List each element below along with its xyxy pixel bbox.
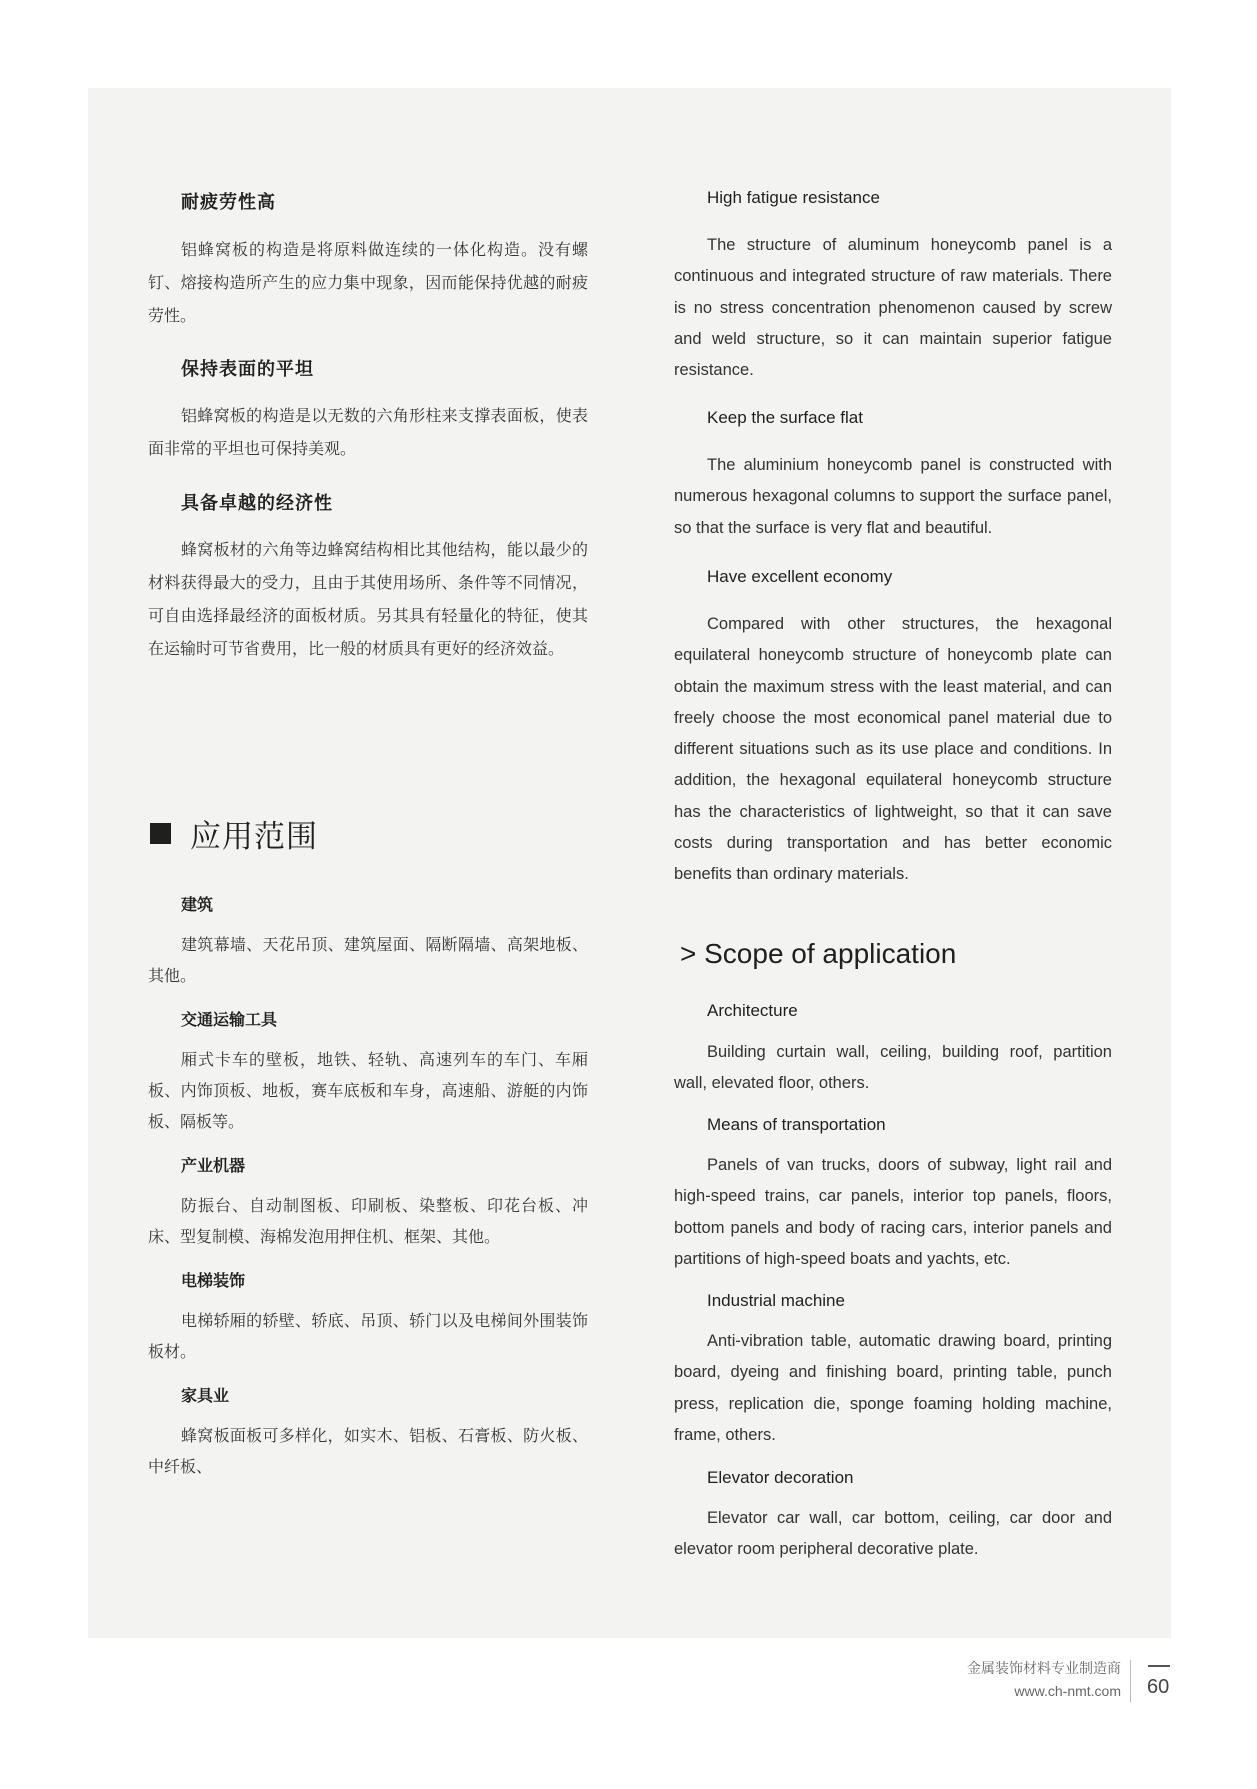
item-title-transport-cn: 交通运输工具 xyxy=(181,1012,278,1029)
page-number-dash xyxy=(1148,1665,1170,1667)
footer-url: www.ch-nmt.com xyxy=(1014,1683,1121,1699)
item-title-transport-en: Means of transportation xyxy=(707,1115,886,1134)
heading-flat-cn: 保持表面的平坦 xyxy=(181,359,314,379)
item-text-elevator-en: Elevator car wall, car bottom, ceiling, car door and elevator room peripheral decorative plate. xyxy=(674,1509,1112,1559)
paragraph-flat-cn: 铝蜂窝板的构造是以无数的六角形柱来支撑表面板，使表面非常的平坦也可保持美观。 xyxy=(148,408,588,458)
footer-company: 金属装饰材料专业制造商 xyxy=(967,1660,1121,1676)
heading-fatigue-en: High fatigue resistance xyxy=(707,188,880,207)
item-title-machine-en: Industrial machine xyxy=(707,1291,845,1310)
item-title-furniture-cn: 家具业 xyxy=(181,1388,230,1405)
paragraph-economy-cn: 蜂窝板材的六角等边蜂窝结构相比其他结构，能以最少的材料获得最大的受力，且由于其使用场所、条件等不同情况，可自由选择最经济的面板材质。另其具有轻量化的特征，使其在运输时可节省费用，比一般的材质具有更好的经济效益。 xyxy=(148,542,588,658)
heading-economy-en: Have excellent economy xyxy=(707,567,893,586)
heading-flat-en: Keep the surface flat xyxy=(707,408,863,427)
paragraph-fatigue-cn: 铝蜂窝板的构造是将原料做连续的一体化构造。没有螺钉、熔接构造所产生的应力集中现象，因而能保持优越的耐疲劳性。 xyxy=(148,242,588,325)
item-text-architecture-cn: 建筑幕墙、天花吊顶、建筑屋面、隔断隔墙、高架地板、其他。 xyxy=(148,937,588,985)
item-text-machine-cn: 防振台、自动制图板、印刷板、染整板、印花台板、冲床、型复制模、海棉发泡用押住机、框架、其他。 xyxy=(148,1198,588,1246)
heading-economy-cn: 具备卓越的经济性 xyxy=(181,493,333,513)
item-title-architecture-en: Architecture xyxy=(707,1001,798,1020)
page-number: 60 xyxy=(1147,1676,1170,1698)
item-text-machine-en: Anti-vibration table, automatic drawing board, printing board, dyeing and finishing board, printing table, punch press, replication die, sponge foaming holding machine, frame, others. xyxy=(674,1332,1112,1444)
section-title-cn-text: 应用范围 xyxy=(190,819,318,854)
item-text-furniture-cn: 蜂窝板面板可多样化，如实木、铝板、石膏板、防火板、中纤板、 xyxy=(148,1428,588,1476)
item-title-machine-cn: 产业机器 xyxy=(181,1158,246,1175)
item-title-architecture-cn: 建筑 xyxy=(181,897,214,914)
paragraph-economy-en: Compared with other structures, the hexagonal equilateral honeycomb structure of honeycomb plate can obtain the maximum stress with the least material, and can freely choose the most economical panel material due to different situations such as its use place and conditions. In addition, the hexagonal equilateral honeycomb structure has the characteristics of lightweight, so that it can save costs during transportation and has better economic benefits than ordinary materials. xyxy=(674,615,1112,884)
item-text-architecture-en: Building curtain wall, ceiling, building roof, partition wall, elevated floor, others. xyxy=(674,1043,1112,1093)
item-text-elevator-cn: 电梯轿厢的轿壁、轿底、吊顶、轿门以及电梯间外围装饰板材。 xyxy=(148,1313,588,1361)
paragraph-fatigue-en: The structure of aluminum honeycomb panel is a continuous and integrated structure of raw materials. There is no stress concentration phenomenon caused by screw and weld structure, so it can maintain superior fatigue resistance. xyxy=(674,236,1112,380)
item-title-elevator-en: Elevator decoration xyxy=(707,1468,854,1487)
item-text-transport-cn: 厢式卡车的壁板，地铁、轻轨、高速列车的车门、车厢板、内饰顶板、地板，赛车底板和车身，高速船、游艇的内饰板、隔板等。 xyxy=(148,1052,588,1131)
square-bullet-icon xyxy=(150,823,171,844)
item-text-transport-en: Panels of van trucks, doors of subway, light rail and high-speed trains, car panels, interior top panels, floors, bottom panels and body of racing cars, interior panels and partitions of high-speed boats and yachts, etc. xyxy=(674,1156,1112,1268)
section-title-en: > Scope of application xyxy=(680,938,957,969)
section-title-cn xyxy=(150,811,318,856)
paragraph-flat-en: The aluminium honeycomb panel is constructed with numerous hexagonal columns to support the surface panel, so that the surface is very flat and beautiful. xyxy=(674,456,1112,537)
footer-divider xyxy=(1130,1660,1131,1702)
item-title-elevator-cn: 电梯装饰 xyxy=(181,1273,246,1290)
heading-fatigue-cn: 耐疲劳性高 xyxy=(181,192,276,212)
